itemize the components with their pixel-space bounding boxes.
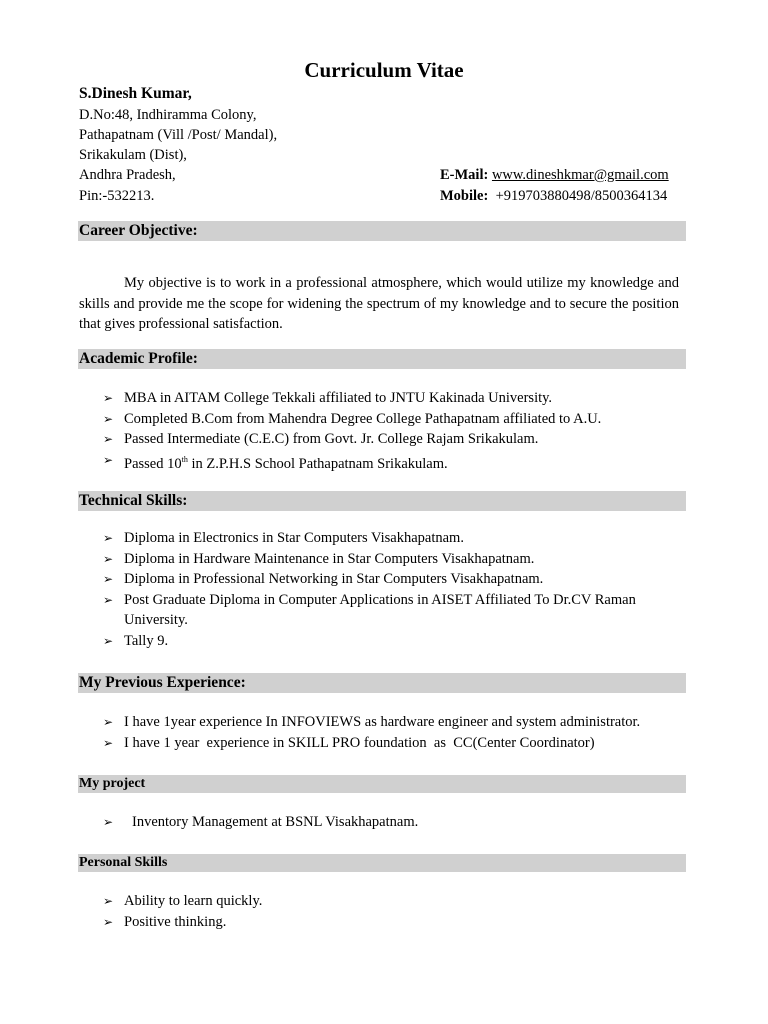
candidate-name: S.Dinesh Kumar, — [79, 85, 192, 102]
list-item — [103, 569, 683, 590]
address-line: D.No:48, Indhiramma Colony, — [79, 107, 257, 123]
arrow-bullet-icon: ➢ — [103, 735, 114, 750]
list-item — [103, 528, 683, 549]
list-item-text-post: in Z.P.H.S School Pathapatnam Srikakulam. — [187, 455, 448, 472]
address-line: Andhra Pradesh, — [79, 167, 176, 183]
section-heading-personal: Personal Skills — [78, 854, 686, 872]
list-item-text: I have 1year experience In INFOVIEWS as hardware engineer and system administrator. — [124, 714, 641, 730]
career-objective-body: My objective is to work in a professional atmosphere, which would utilize my knowledge and skills and provide me the scope for widening the spectrum of my knowledge and to secure the position that gives professional satisfaction. — [79, 275, 679, 332]
list-item-text: Inventory Management at BSNL Visakhapatnam. — [132, 814, 419, 830]
academic-list — [103, 388, 683, 474]
list-item — [103, 388, 683, 409]
document-title: Curriculum Vitae — [304, 58, 464, 82]
list-item-text: Tally 9. — [124, 632, 169, 649]
address-line: Pin:-532213. — [79, 188, 155, 204]
list-item-text: I have 1 year experience in SKILL PRO foundation as CC(Center Coordinator) — [124, 734, 595, 751]
arrow-bullet-icon: ➢ — [103, 715, 114, 729]
mobile-number: +919703880498/8500364134 — [495, 188, 668, 204]
list-item-text: Post Graduate Diploma in Computer Applications in AISET Affiliated To Dr.CV Raman University. — [124, 591, 636, 628]
list-item — [103, 912, 683, 933]
email-label: E-Mail: — [440, 167, 489, 183]
list-item — [103, 891, 683, 912]
list-item-text: Passed Intermediate (C.E.C) from Govt. Jr. College Rajam Srikakulam. — [124, 431, 539, 447]
project-list — [103, 812, 683, 833]
arrow-bullet-icon: ➢ — [103, 452, 114, 467]
arrow-bullet-icon: ➢ — [103, 633, 114, 648]
list-item — [103, 590, 683, 631]
section-heading-project: My project — [78, 775, 686, 793]
arrow-bullet-icon: ➢ — [103, 432, 114, 446]
section-heading-career: Career Objective: — [78, 221, 686, 241]
list-item — [103, 631, 683, 652]
mobile-row — [440, 186, 667, 206]
superscript: th — [181, 454, 188, 464]
arrow-bullet-icon: ➢ — [103, 411, 114, 426]
mobile-label: Mobile: — [440, 188, 489, 204]
list-item — [103, 409, 683, 430]
career-objective-text — [79, 273, 679, 335]
list-item-text: Completed B.Com from Mahendra Degree College Pathapatnam affiliated to A.U. — [124, 410, 602, 427]
arrow-bullet-icon: ➢ — [103, 592, 114, 607]
list-item — [103, 549, 683, 570]
list-item — [103, 812, 683, 833]
email-row — [440, 165, 669, 185]
list-item-text: Ability to learn quickly. — [124, 893, 263, 909]
arrow-bullet-icon: ➢ — [103, 914, 114, 929]
list-item-text-pre: Passed 10 — [124, 455, 182, 472]
technical-list — [103, 528, 683, 651]
address-line: Pathapatnam (Vill /Post/ Mandal), — [79, 127, 278, 143]
email-link[interactable]: www.dineshkmar@gmail.com — [491, 167, 669, 183]
list-item — [103, 450, 683, 474]
list-item — [103, 429, 683, 450]
section-heading-technical: Technical Skills: — [78, 491, 686, 511]
list-item-text: Diploma in Professional Networking in Star Computers Visakhapatnam. — [124, 571, 544, 587]
address-line: Srikakulam (Dist), — [79, 147, 187, 163]
list-item-text: Diploma in Electronics in Star Computers Visakhapatnam. — [124, 530, 464, 546]
list-item-text: Positive thinking. — [124, 913, 227, 930]
list-item-text: Diploma in Hardware Maintenance in Star Computers Visakhapatnam. — [124, 550, 535, 567]
personal-list — [103, 891, 683, 932]
list-item-text: MBA in AITAM College Tekkali affiliated to JNTU Kakinada University. — [124, 390, 553, 406]
experience-list — [103, 712, 683, 753]
arrow-bullet-icon: ➢ — [103, 894, 114, 908]
arrow-bullet-icon: ➢ — [103, 572, 114, 586]
list-item — [103, 712, 683, 733]
arrow-bullet-icon: ➢ — [103, 531, 114, 545]
arrow-bullet-icon: ➢ — [103, 391, 114, 405]
list-item — [103, 733, 683, 754]
arrow-bullet-icon: ➢ — [103, 551, 114, 566]
arrow-bullet-icon: ➢ — [103, 815, 114, 829]
section-heading-experience: My Previous Experience: — [78, 673, 686, 693]
section-heading-academic: Academic Profile: — [78, 349, 686, 369]
